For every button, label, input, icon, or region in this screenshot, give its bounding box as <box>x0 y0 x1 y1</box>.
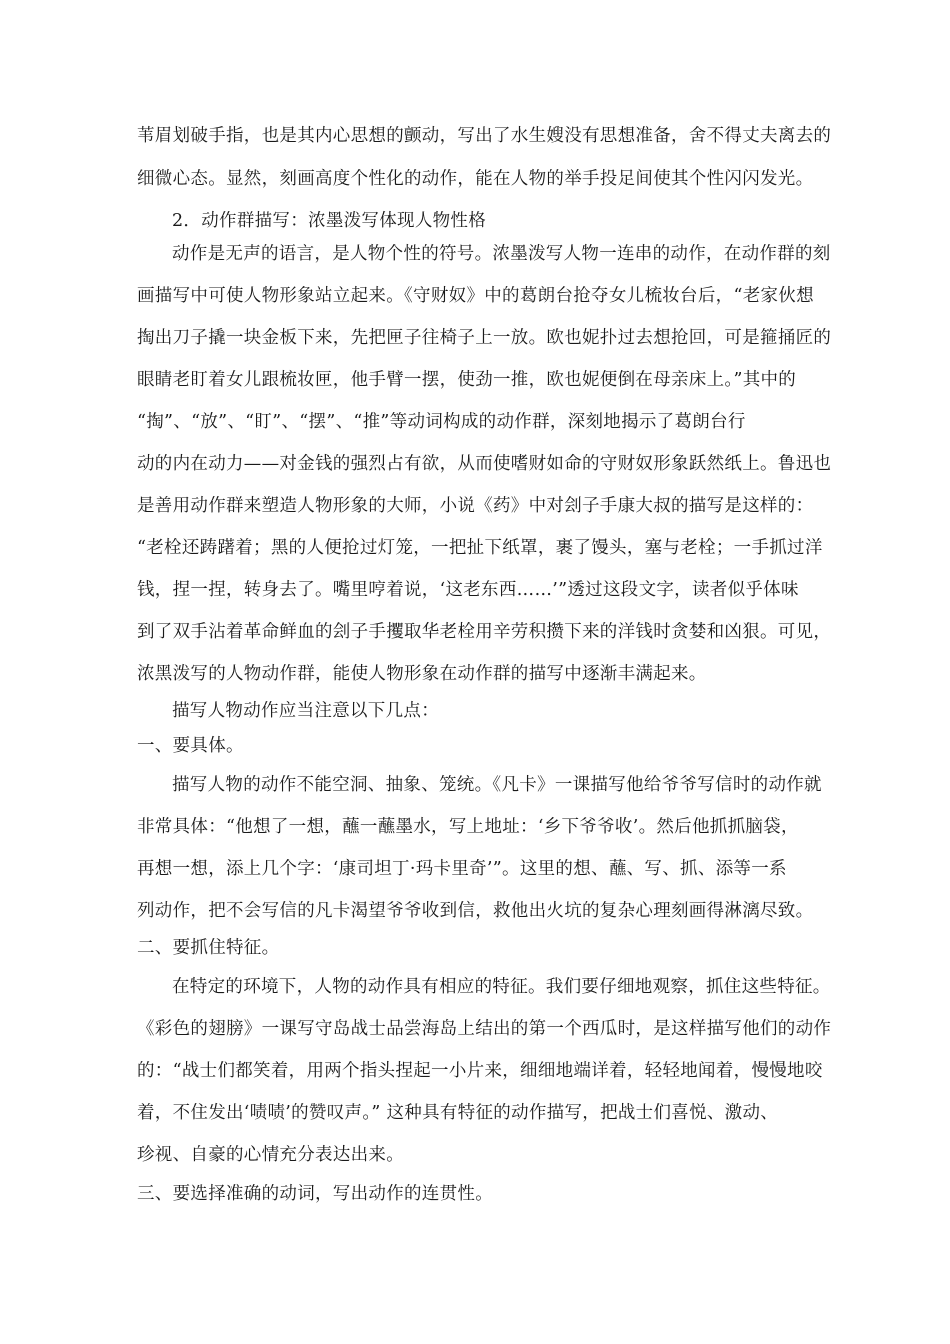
text-line: 苇眉划破手指，也是其内心思想的颤动，写出了水生嫂没有思想准备，舍不得丈夫离去的 <box>137 126 832 146</box>
text-line: 画描写中可使人物形象站立起来。《守财奴》中的葛朗台抢夺女儿梳妆台后，“老家伙想 <box>137 286 814 306</box>
text-line: 非常具体：“他想了一想，蘸一蘸墨水，写上地址：‘乡下爷爷收’。然后他抓抓脑袋， <box>137 817 799 837</box>
text-line: 动作是无声的语言，是人物个性的符号。浓墨泼写人物一连串的动作，在动作群的刻 <box>172 244 831 264</box>
list-heading: 一、要具体。 <box>137 736 244 756</box>
text-line: 细微心态。显然，刻画高度个性化的动作，能在人物的举手投足间使其个性闪闪发光。 <box>137 169 814 189</box>
text-line: 是善用动作群来塑造人物形象的大师，小说《药》中对刽子手康大叔的描写是这样的： <box>137 496 814 516</box>
text-line: 列动作，把不会写信的凡卡渴望爷爷收到信，救他出火坑的复杂心理刻画得淋漓尽致。 <box>137 901 814 921</box>
text-line: 描写人物的动作不能空洞、抽象、笼统。《凡卡》一课描写他给爷爷写信时的动作就 <box>172 775 822 795</box>
text-line: 掏出刀子撬一块金板下来，先把匣子往椅子上一放。欧也妮扑过去想抢回，可是箍捅匠的 <box>137 328 832 348</box>
text-line: 在特定的环境下，人物的动作具有相应的特征。我们要仔细地观察，抓住这些特征。 <box>172 977 831 997</box>
text-line: 浓黑泼写的人物动作群，能使人物形象在动作群的描写中逐渐丰满起来。 <box>137 664 707 684</box>
text-line: “老栓还踌躇着；黑的人便抢过灯笼，一把扯下纸罩，裹了馒头，塞与老栓；一手抓过洋 <box>137 538 823 558</box>
list-heading: 二、要抓住特征。 <box>137 938 280 958</box>
text-line: 到了双手沾着革命鲜血的刽子手攫取华老栓用辛劳积攒下来的洋钱时贪婪和凶狠。可见， <box>137 622 832 642</box>
text-line: 眼睛老盯着女儿跟梳妆匣，他手臂一摆，使劲一推，欧也妮便倒在母亲床上。”其中的 <box>137 370 797 390</box>
text-line: 描写人物动作应当注意以下几点： <box>172 701 439 721</box>
list-heading: 三、要选择准确的动词，写出动作的连贯性。 <box>137 1184 493 1204</box>
text-line: “掏”、“放”、“盯”、“摆”、“推”等动词构成的动作群，深刻地揭示了葛朗台行 <box>137 412 746 432</box>
text-line: 《彩色的翅膀》一课写守岛战士品尝海岛上结出的第一个西瓜时，是这样描写他们的动作 <box>137 1019 832 1039</box>
text-line: 再想一想，添上几个字：‘康司坦丁·玛卡里奇’”。这里的想、蘸、写、抓、添等一系 <box>137 859 787 879</box>
text-line: 着，不住发出‘啧啧’的赞叹声。” 这种具有特征的动作描写，把战士们喜悦、激动、 <box>137 1103 779 1123</box>
text-line: 珍视、自豪的心情充分表达出来。 <box>137 1145 404 1165</box>
text-line: 的：“战士们都笑着，用两个指头捏起一小片来，细细地端详着，轻轻地闻着，慢慢地咬 <box>137 1061 823 1081</box>
section-heading: 2．动作群描写：浓墨泼写体现人物性格 <box>172 211 487 231</box>
text-line: 动的内在动力——对金钱的强烈占有欲，从而使嗜财如命的守财奴形象跃然纸上。鲁迅也 <box>137 454 832 474</box>
text-line: 钱，捏一捏，转身去了。嘴里哼着说，‘这老东西……’”透过这段文字，读者似乎体味 <box>137 580 799 600</box>
